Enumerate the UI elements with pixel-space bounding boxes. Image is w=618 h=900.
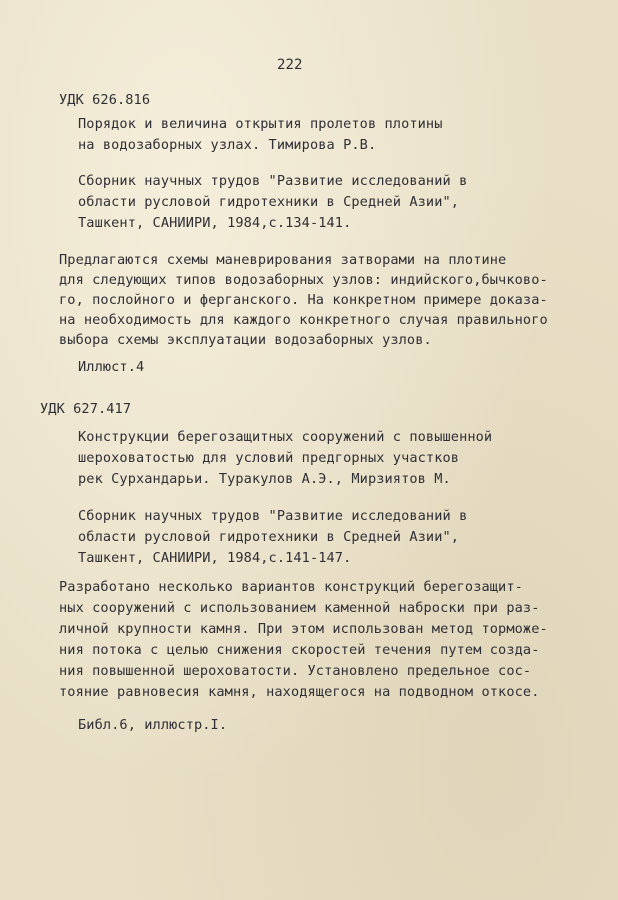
abstract-line: для следующих типов водозаборных узлов: индийского,бычково- [59,272,548,288]
abstract-line: ния потока с целью снижения скоростей течения путем созда- [59,642,540,658]
abstract-line: ния повышенной шероховатости. Установлено предельное сос- [59,663,532,679]
entry-title-line: Порядок и величина открытия пролетов плотины [78,116,443,132]
abstract-line: го, послойного и ферганского. На конкретном примере доказа- [59,292,548,308]
abstract-line: на необходимость для каждого конкретного случая правильного [59,312,548,328]
entry-title-line: шероховатостью для условий предгорных участков [78,450,460,466]
abstract-line: выбора схемы эксплуатации водозаборных узлов. [59,332,432,348]
source-line: Ташкент, САНИИРИ, 1984,с.134-141. [78,215,352,231]
abstract-line: тояние равновесия камня, находящегося на подводном откосе. [59,684,540,700]
illustration-note: Иллюст.4 [78,359,145,375]
source-line: Сборник научных трудов "Развитие исследований в [78,508,468,524]
page-number: 222 [277,57,303,73]
bibliography-note: Библ.6, иллюстр.I. [78,717,228,733]
entry-title-line: рек Сурхандарьи. Туракулов А.Э., Мирзиятов М. [78,471,451,487]
source-line: области русловой гидротехники в Средней Азии", [78,529,460,545]
udc-code: УДК 626.816 [59,92,151,108]
entry-title-line: Конструкции берегозащитных сооружений с повышенной [78,429,493,445]
abstract-line: личной крупности камня. При этом использован метод торможе- [59,621,548,637]
udc-code: УДК 627.417 [40,401,132,417]
abstract-line: Предлагаются схемы маневрирования затворами на плотине [59,252,507,268]
source-line: Ташкент, САНИИРИ, 1984,с.141-147. [78,550,352,566]
abstract-line: Разработано несколько вариантов конструкций берегозащит- [59,579,523,595]
source-line: области русловой гидротехники в Средней Азии", [78,194,460,210]
source-line: Сборник научных трудов "Развитие исследований в [78,173,468,189]
entry-title-line: на водозаборных узлах. Тимирова Р.В. [78,137,377,153]
abstract-line: ных сооружений с использованием каменной наброски при раз- [59,600,540,616]
